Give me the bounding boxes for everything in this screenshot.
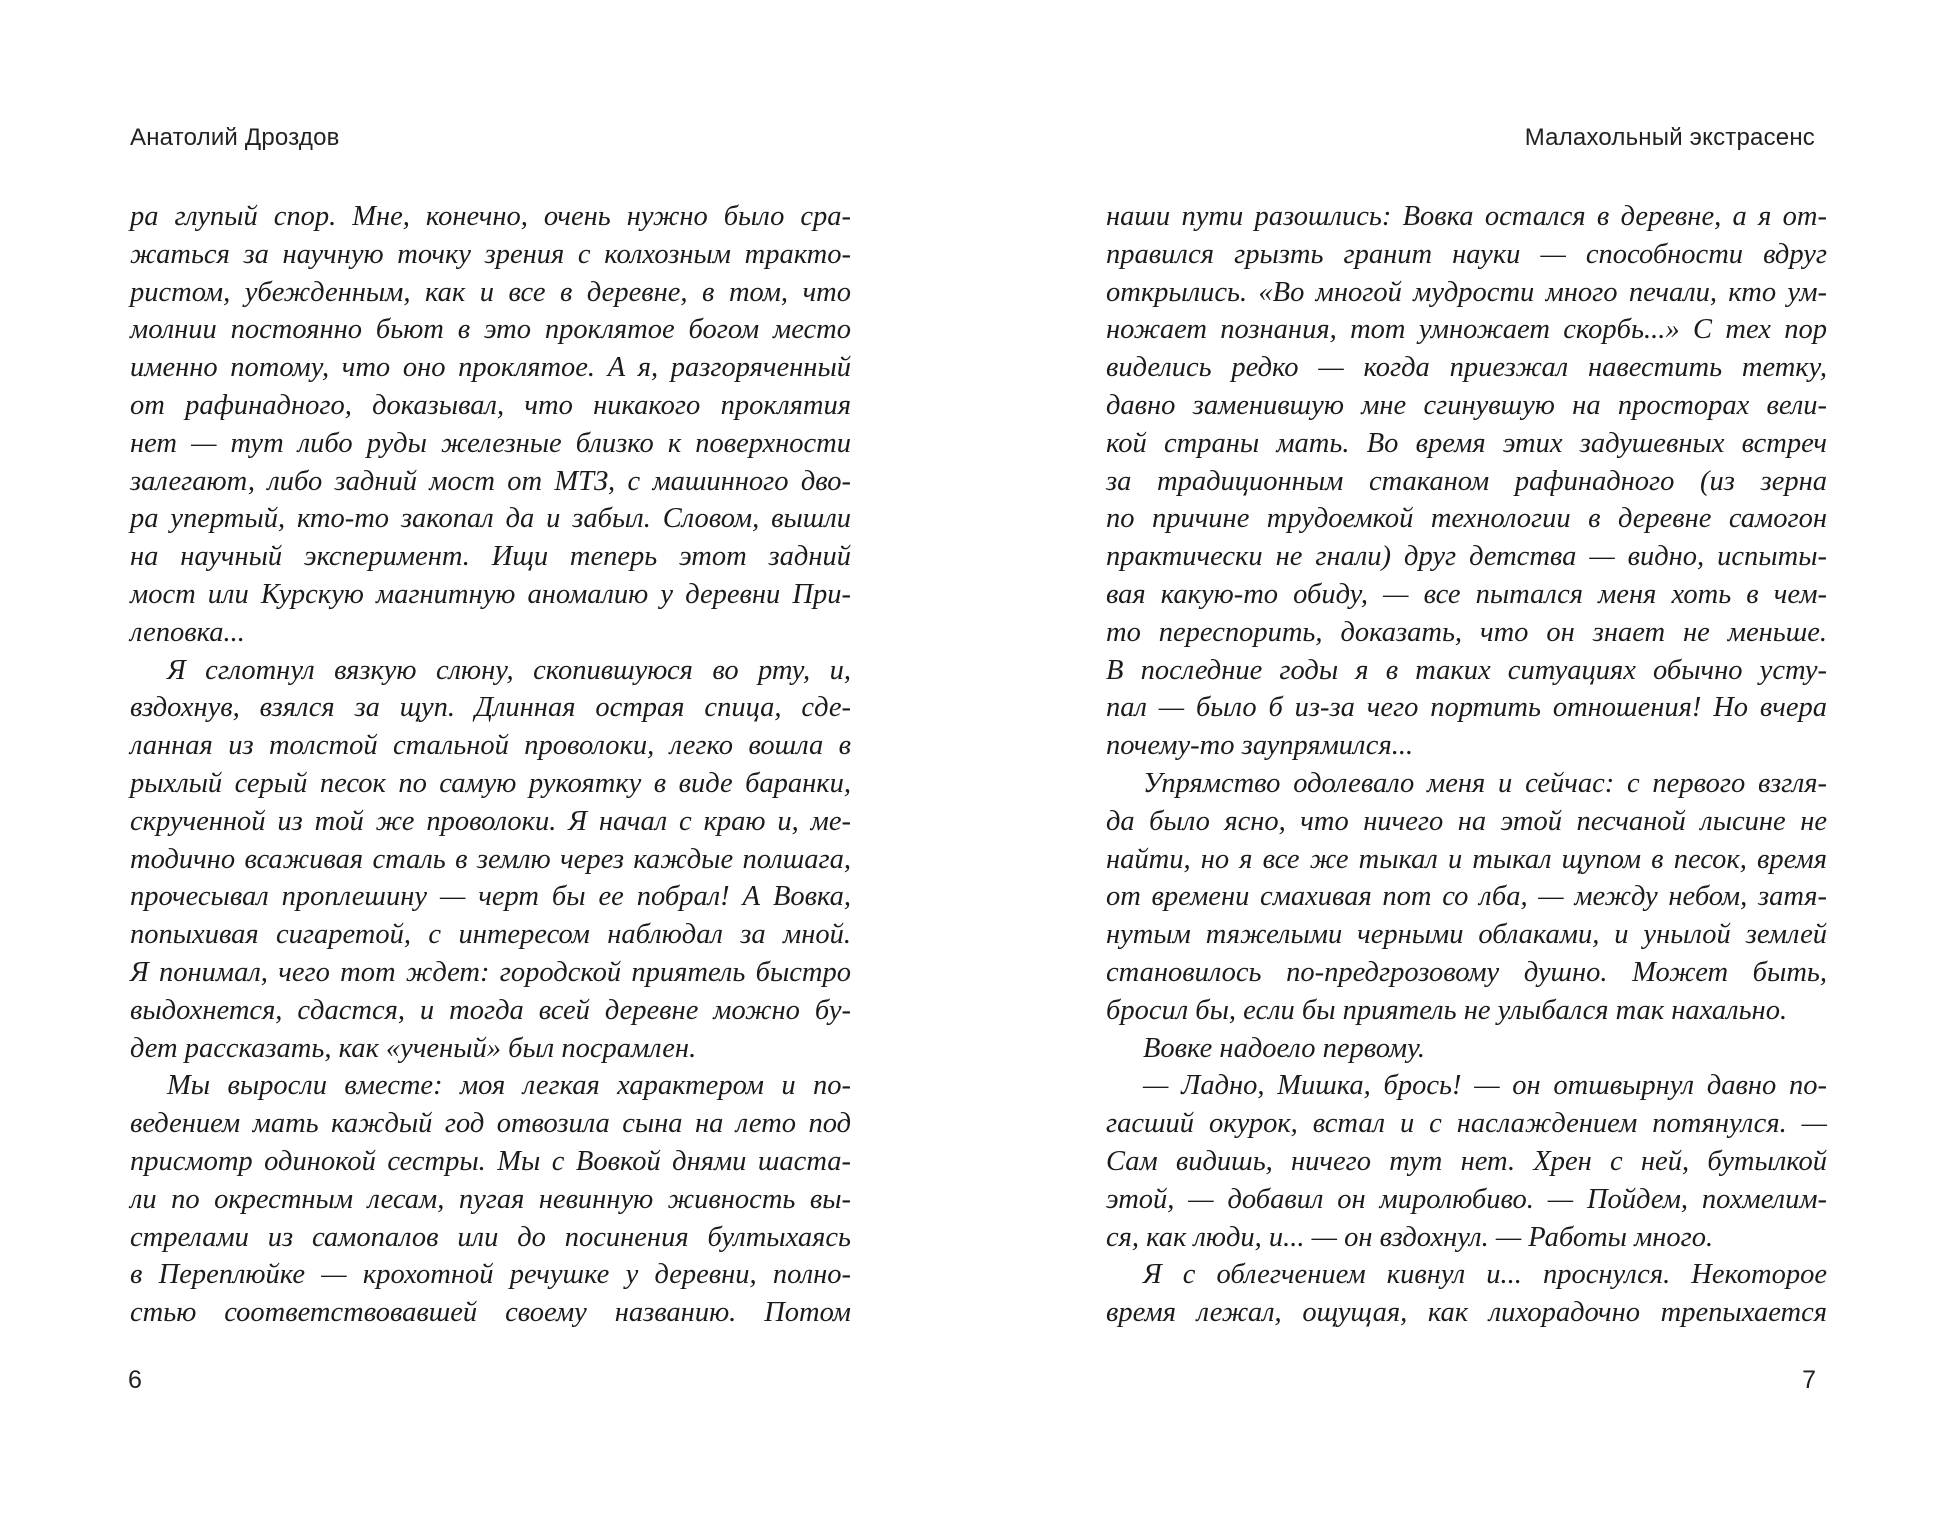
text-line: ристом, убежденным, как и все в деревне, в том, что [130,276,851,308]
text-line: дет рассказать, как «ученый» был посрамлен. [130,1032,697,1064]
text-line: вая какую-то обиду, — все пытался меня хоть в чем- [1106,578,1827,610]
text-line: ланная из толстой стальной проволоки, легко вошла в [130,730,851,762]
text-line: Упрямство одолевало меня и сейчас: с первого взгля- [1143,767,1827,799]
text-line: виделись редко — когда приезжал навестить тетку, [1106,352,1827,384]
text-line: Я понимал, чего тот ждет: городской приятель быстро [130,956,851,988]
text-line: правился грызть гранит науки — способности вдруг [1106,238,1827,270]
text-line: жаться за научную точку зрения с колхозным тракто- [130,238,851,270]
text-line: — Ладно, Мишка, брось! — он отшвырнул давно по- [1143,1070,1827,1102]
text-line: на научный эксперимент. Ищи теперь этот задний [130,541,851,573]
text-line: от времени смахивая пот со лба, — между небом, затя- [1106,881,1827,913]
text-line: пал — было б из-за чего портить отношения! Но вчера [1106,692,1827,724]
text-line: нет — тут либо руды железные близко к поверхности [130,427,851,459]
text-line: Мы выросли вместе: моя легкая характером и по- [167,1070,851,1102]
text-line: стрелами из самопалов или до посинения бултыхаясь [130,1221,851,1253]
text-line: от рафинадного, доказывал, что никакого проклятия [130,389,851,421]
running-head-title: Малахольный экстрасенс [1524,124,1815,151]
text-line: Я с облегчением кивнул и... проснулся. Некоторое [1143,1259,1827,1291]
body-text-right [1106,198,1827,1332]
text-line: почему-то заупрямился... [1106,730,1414,762]
text-line: время лежал, ощущая, как лихорадочно трепыхается [1106,1297,1827,1329]
text-line: вздохнув, взялся за щуп. Длинная острая спица, сде- [130,692,851,724]
text-line: да было ясно, что ничего на этой песчаной лысине не [1106,805,1827,837]
running-head-author: Анатолий Дроздов [130,124,340,151]
text-line: скрученной из той же проволоки. Я начал с краю и, ме- [130,805,851,837]
text-line: Сам видишь, ничего тут нет. Хрен с ней, бутылкой [1106,1145,1827,1177]
page-number-right: 7 [1802,1366,1816,1394]
text-line: попыхивая сигаретой, с интересом наблюдал за мной. [130,919,851,951]
text-line: по причине трудоемкой технологии в деревне самогон [1106,503,1827,535]
text-line: найти, но я все же тыкал и тыкал щупом в песок, время [1106,843,1827,875]
text-line: рыхлый серый песок по самую рукоятку в виде баранки, [130,767,851,799]
text-line: Вовке надоело первому. [1143,1032,1426,1064]
text-line: бросил бы, если бы приятель не улыбался так нахально. [1106,994,1788,1026]
text-line: выдохнется, сдастся, и тогда всей деревне можно бу- [130,994,851,1026]
text-line: этой, — добавил он миролюбиво. — Пойдем, похмелим- [1106,1183,1827,1215]
text-line: ножает познания, тот умножает скорбь...» С тех пор [1106,314,1827,346]
right-page [973,0,1946,1520]
text-line: становилось по-предгрозовому душно. Может быть, [1106,956,1827,988]
text-line: залегают, либо задний мост от МТЗ, с машинного дво- [130,465,851,497]
text-line: ра упертый, кто-то закопал да и забыл. Словом, вышли [130,503,851,535]
text-line: леповка... [130,616,245,648]
text-line: стью соответствовавшей своему названию. Потом [130,1297,851,1329]
text-line: мост или Курскую магнитную аномалию у деревни При- [130,578,851,610]
text-line: ра глупый спор. Мне, конечно, очень нужно было сра- [130,201,851,232]
text-line: наши пути разошлись: Вовка остался в деревне, а я от- [1106,201,1827,232]
text-line: молнии постоянно бьют в это проклятое богом место [130,314,851,346]
body-text-left [130,198,851,1332]
text-line: в Переплюйке — крохотной речушке у деревни, полно- [130,1259,851,1291]
text-line: тодично всаживая сталь в землю через каждые полшага, [130,843,851,875]
text-line: В последние годы я в таких ситуациях обычно усту- [1106,654,1827,686]
text-line: гасший окурок, встал и с наслаждением потянулся. — [1106,1108,1827,1140]
text-line: ли по окрестным лесам, пугая невинную живность вы- [130,1183,851,1215]
page-number-left: 6 [128,1366,142,1394]
text-line: нутым тяжелыми черными облаками, и унылой землей [1106,919,1827,951]
text-line: кой страны мать. Во время этих задушевных встреч [1106,427,1827,459]
text-line: ся, как люди, и... — он вздохнул. — Работы много. [1106,1221,1714,1253]
text-line: за традиционным стаканом рафинадного (из зерна [1106,465,1827,497]
text-line: ведением мать каждый год отвозила сына на лето под [130,1108,851,1140]
text-line: именно потому, что оно проклятое. А я, разгоряченный [130,352,851,384]
text-line: практически не гнали) друг детства — видно, испыты- [1106,541,1827,573]
text-line: прочесывал проплешину — черт бы ее побрал! А Вовка, [130,881,851,913]
text-line: давно заменившую мне сгинувшую на просторах вели- [1106,389,1827,421]
text-line: то переспорить, доказать, что он знает не меньше. [1106,616,1827,648]
text-line: Я сглотнул вязкую слюну, скопившуюся во рту, и, [167,654,851,686]
text-line: присмотр одинокой сестры. Мы с Вовкой днями шаста- [130,1145,851,1177]
text-line: открылись. «Во многой мудрости много печали, кто ум- [1106,276,1827,308]
